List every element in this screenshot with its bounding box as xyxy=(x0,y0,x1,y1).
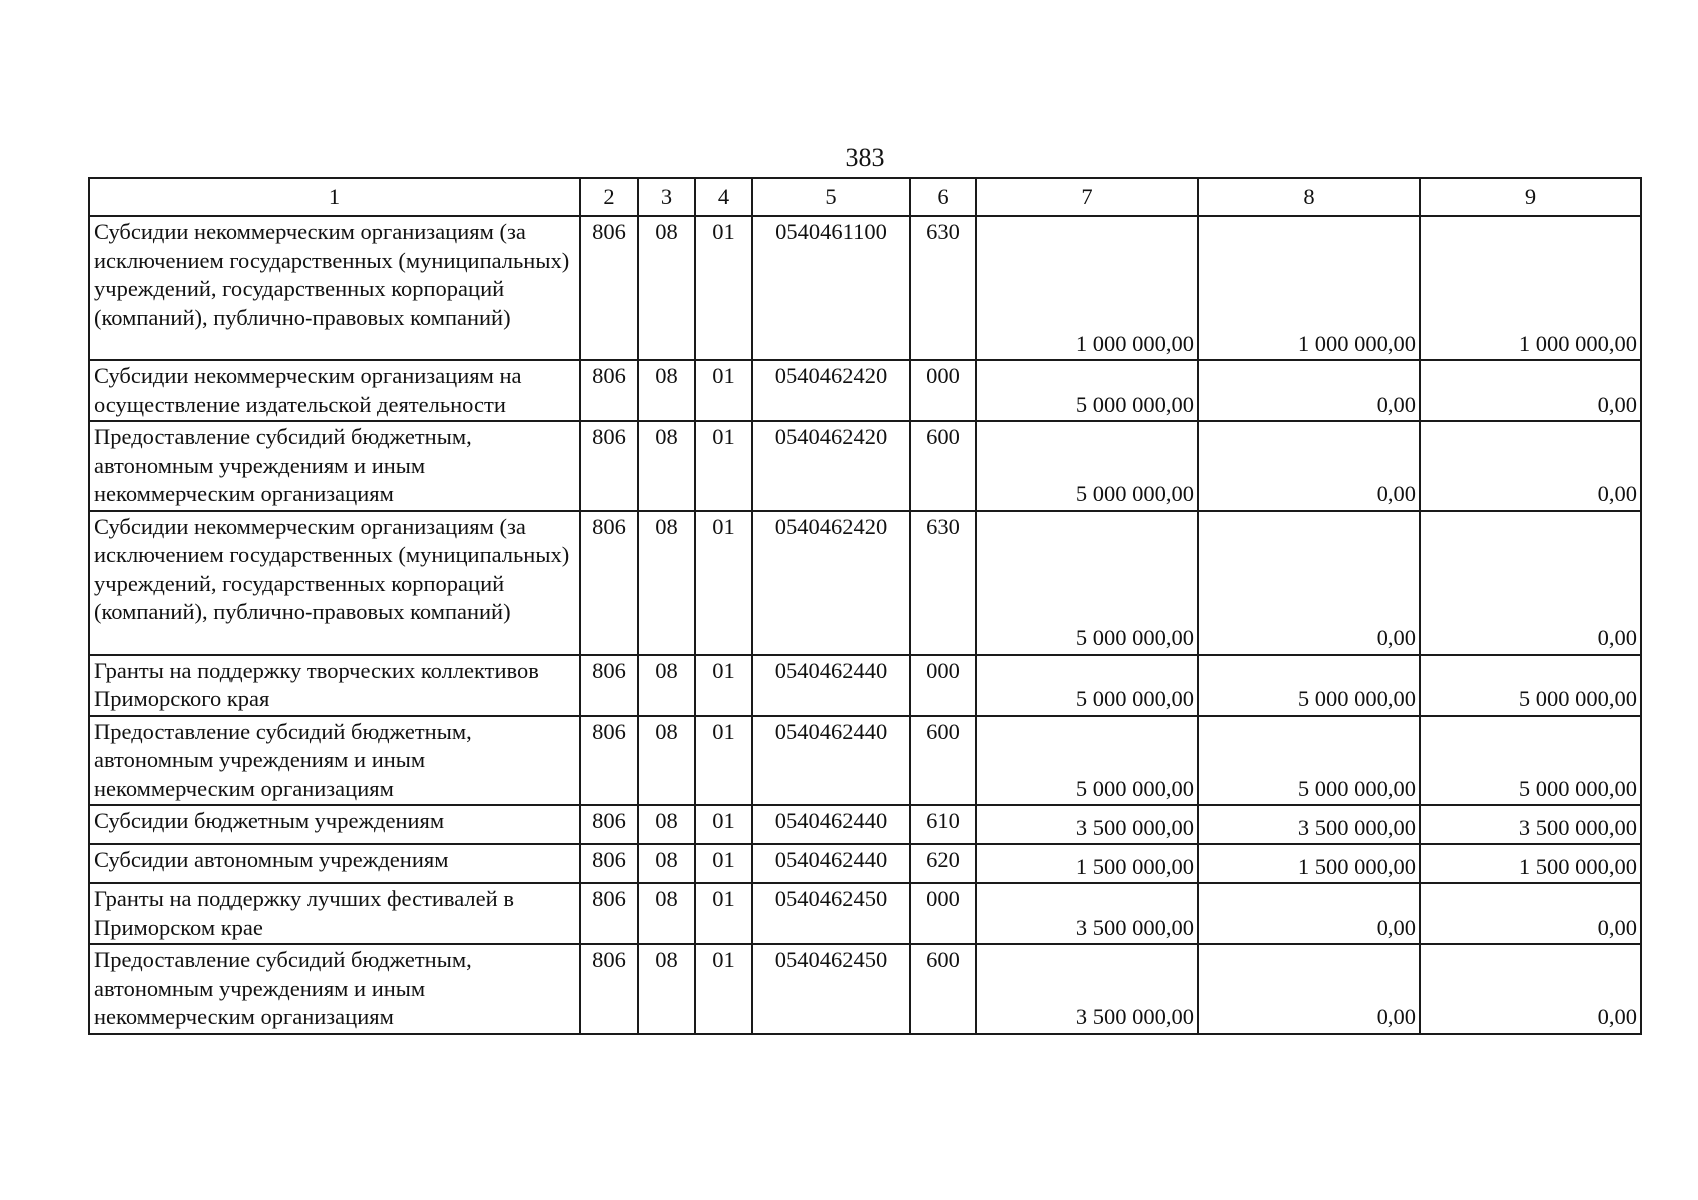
cell-subsection: 01 xyxy=(695,716,752,806)
cell-subsection: 01 xyxy=(695,511,752,655)
cell-expense-type: 610 xyxy=(910,805,976,844)
table-row xyxy=(89,655,1641,716)
cell-target-article: 0540462450 xyxy=(752,883,910,944)
cell-amount-col8: 1 500 000,00 xyxy=(1198,844,1420,883)
row-description: Субсидии некоммерческим организациям (за исключением государственных (муниципальных) учреждений, государственных корпораций (компаний), публично-правовых компаний) xyxy=(89,216,580,360)
cell-amount-col9: 3 500 000,00 xyxy=(1420,805,1641,844)
column-header: 3 xyxy=(638,178,695,216)
cell-amount-col9: 0,00 xyxy=(1420,883,1641,944)
cell-ministry-code: 806 xyxy=(580,805,638,844)
cell-amount-col7: 1 000 000,00 xyxy=(976,216,1198,360)
cell-ministry-code: 806 xyxy=(580,716,638,806)
cell-section: 08 xyxy=(638,421,695,511)
cell-amount-col8: 0,00 xyxy=(1198,421,1420,511)
table-row xyxy=(89,511,1641,655)
cell-amount-col7: 3 500 000,00 xyxy=(976,805,1198,844)
cell-amount-col7: 5 000 000,00 xyxy=(976,421,1198,511)
cell-amount-col9: 5 000 000,00 xyxy=(1420,716,1641,806)
table-row xyxy=(89,216,1641,360)
cell-ministry-code: 806 xyxy=(580,655,638,716)
cell-amount-col8: 1 000 000,00 xyxy=(1198,216,1420,360)
row-description: Субсидии бюджетным учреждениям xyxy=(89,805,580,844)
column-header: 8 xyxy=(1198,178,1420,216)
cell-subsection: 01 xyxy=(695,360,752,421)
row-description: Предоставление субсидий бюджетным, автономным учреждениям и иным некоммерческим организациям xyxy=(89,944,580,1034)
row-description: Субсидии автономным учреждениям xyxy=(89,844,580,883)
cell-amount-col8: 3 500 000,00 xyxy=(1198,805,1420,844)
cell-target-article: 0540462420 xyxy=(752,421,910,511)
cell-section: 08 xyxy=(638,655,695,716)
table-row xyxy=(89,360,1641,421)
table-row xyxy=(89,716,1641,806)
column-header: 1 xyxy=(89,178,580,216)
row-description: Предоставление субсидий бюджетным, автономным учреждениям и иным некоммерческим организациям xyxy=(89,716,580,806)
cell-target-article: 0540462450 xyxy=(752,944,910,1034)
cell-expense-type: 600 xyxy=(910,944,976,1034)
cell-ministry-code: 806 xyxy=(580,360,638,421)
cell-target-article: 0540462420 xyxy=(752,511,910,655)
cell-amount-col9: 0,00 xyxy=(1420,511,1641,655)
cell-expense-type: 000 xyxy=(910,883,976,944)
row-description: Предоставление субсидий бюджетным, автономным учреждениям и иным некоммерческим организациям xyxy=(89,421,580,511)
cell-amount-col7: 5 000 000,00 xyxy=(976,360,1198,421)
cell-target-article: 0540462440 xyxy=(752,716,910,806)
column-header: 2 xyxy=(580,178,638,216)
cell-target-article: 0540461100 xyxy=(752,216,910,360)
table-row xyxy=(89,944,1641,1034)
cell-amount-col9: 0,00 xyxy=(1420,360,1641,421)
cell-ministry-code: 806 xyxy=(580,844,638,883)
cell-section: 08 xyxy=(638,944,695,1034)
cell-section: 08 xyxy=(638,511,695,655)
cell-amount-col9: 1 000 000,00 xyxy=(1420,216,1641,360)
cell-target-article: 0540462440 xyxy=(752,805,910,844)
cell-subsection: 01 xyxy=(695,844,752,883)
cell-amount-col8: 5 000 000,00 xyxy=(1198,655,1420,716)
column-header: 4 xyxy=(695,178,752,216)
cell-amount-col9: 0,00 xyxy=(1420,421,1641,511)
cell-section: 08 xyxy=(638,805,695,844)
cell-expense-type: 620 xyxy=(910,844,976,883)
cell-amount-col7: 3 500 000,00 xyxy=(976,883,1198,944)
cell-amount-col7: 5 000 000,00 xyxy=(976,716,1198,806)
cell-amount-col8: 0,00 xyxy=(1198,511,1420,655)
cell-expense-type: 630 xyxy=(910,511,976,655)
cell-expense-type: 600 xyxy=(910,421,976,511)
cell-amount-col8: 0,00 xyxy=(1198,360,1420,421)
cell-subsection: 01 xyxy=(695,944,752,1034)
cell-ministry-code: 806 xyxy=(580,944,638,1034)
table-row xyxy=(89,883,1641,944)
page-number: 383 xyxy=(845,143,885,172)
cell-subsection: 01 xyxy=(695,805,752,844)
cell-subsection: 01 xyxy=(695,883,752,944)
cell-ministry-code: 806 xyxy=(580,511,638,655)
row-description: Гранты на поддержку лучших фестивалей в Приморском крае xyxy=(89,883,580,944)
cell-amount-col8: 5 000 000,00 xyxy=(1198,716,1420,806)
cell-section: 08 xyxy=(638,216,695,360)
cell-amount-col9: 1 500 000,00 xyxy=(1420,844,1641,883)
cell-ministry-code: 806 xyxy=(580,216,638,360)
cell-amount-col7: 3 500 000,00 xyxy=(976,944,1198,1034)
cell-subsection: 01 xyxy=(695,421,752,511)
cell-amount-col8: 0,00 xyxy=(1198,944,1420,1034)
cell-section: 08 xyxy=(638,844,695,883)
cell-subsection: 01 xyxy=(695,655,752,716)
column-header: 6 xyxy=(910,178,976,216)
row-description: Субсидии некоммерческим организациям на осуществление издательской деятельности xyxy=(89,360,580,421)
column-header: 9 xyxy=(1420,178,1641,216)
row-description: Субсидии некоммерческим организациям (за исключением государственных (муниципальных) учреждений, государственных корпораций (компаний), публично-правовых компаний) xyxy=(89,511,580,655)
cell-amount-col7: 5 000 000,00 xyxy=(976,511,1198,655)
cell-expense-type: 000 xyxy=(910,360,976,421)
cell-amount-col9: 0,00 xyxy=(1420,944,1641,1034)
cell-expense-type: 000 xyxy=(910,655,976,716)
table-row xyxy=(89,844,1641,883)
cell-expense-type: 600 xyxy=(910,716,976,806)
cell-section: 08 xyxy=(638,360,695,421)
cell-target-article: 0540462420 xyxy=(752,360,910,421)
table-row xyxy=(89,421,1641,511)
cell-amount-col8: 0,00 xyxy=(1198,883,1420,944)
column-header: 7 xyxy=(976,178,1198,216)
cell-section: 08 xyxy=(638,716,695,806)
cell-target-article: 0540462440 xyxy=(752,655,910,716)
cell-section: 08 xyxy=(638,883,695,944)
table-header-row xyxy=(89,178,1641,216)
cell-expense-type: 630 xyxy=(910,216,976,360)
cell-amount-col7: 5 000 000,00 xyxy=(976,655,1198,716)
table-row xyxy=(89,805,1641,844)
cell-amount-col9: 5 000 000,00 xyxy=(1420,655,1641,716)
cell-target-article: 0540462440 xyxy=(752,844,910,883)
cell-subsection: 01 xyxy=(695,216,752,360)
cell-amount-col7: 1 500 000,00 xyxy=(976,844,1198,883)
cell-ministry-code: 806 xyxy=(580,421,638,511)
budget-table xyxy=(88,177,1642,1035)
row-description: Гранты на поддержку творческих коллективов Приморского края xyxy=(89,655,580,716)
cell-ministry-code: 806 xyxy=(580,883,638,944)
column-header: 5 xyxy=(752,178,910,216)
